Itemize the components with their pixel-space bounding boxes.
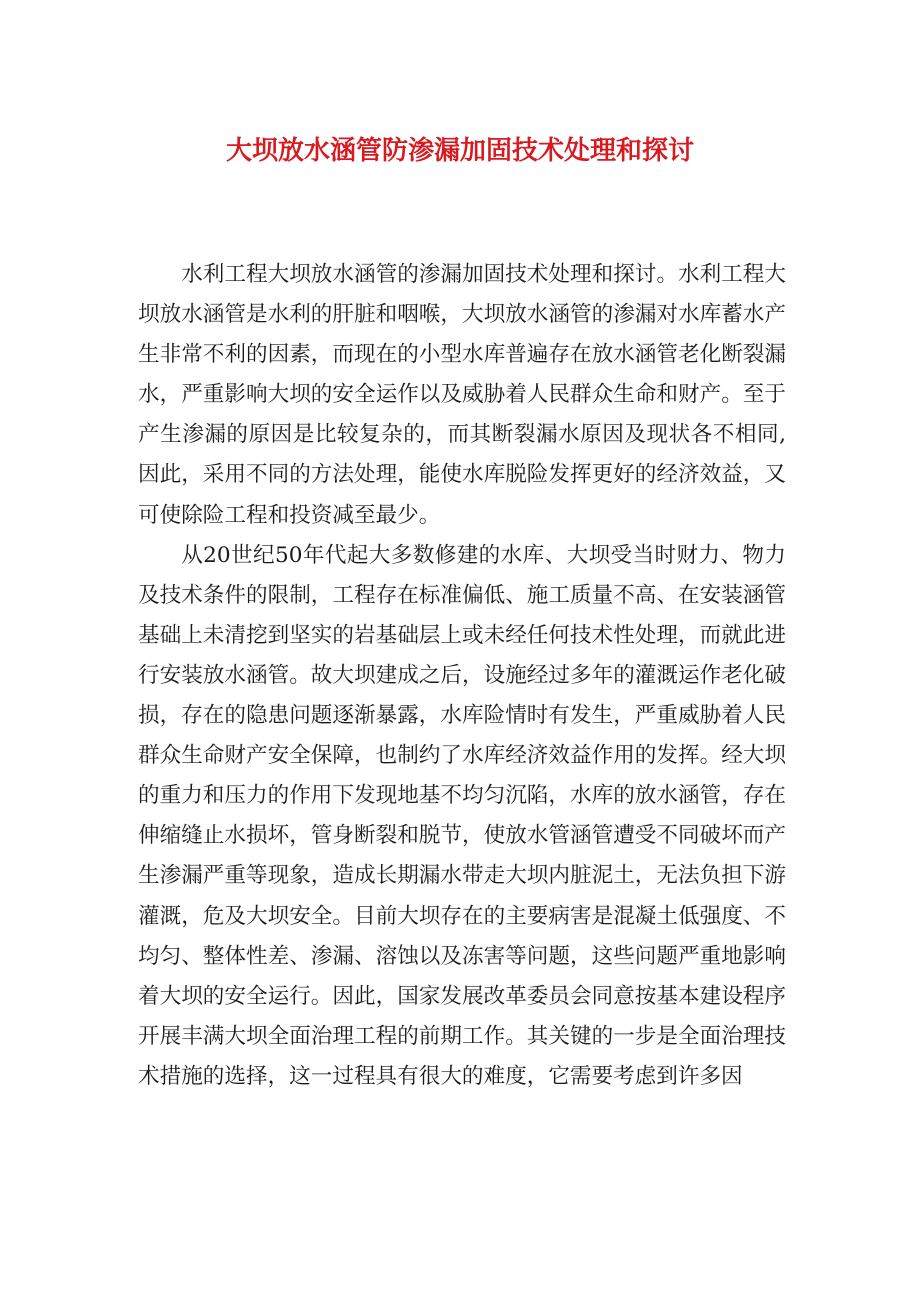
- document-title: 大坝放水涵管防渗漏加固技术处理和探讨: [225, 136, 694, 167]
- paragraph-2: 从20世纪50年代起大多数修建的水库、大坝受当时财力、物力及技术条件的限制，工程存在标准偏低、施工质量不高、在安装涵管基础上未清挖到坚实的岩基础层上或未经任何技术性处理，而就此进行安装放水涵管。故大坝建成之后，设施经过多年的灌溉运作老化破损，存在的隐患问题逐渐暴露，水库险情时有发生，严重威胁着人民群众生命财产安全保障，也制约了水库经济效益作用的发挥。经大坝的重力和压力的作用下发现地基不均匀沉陷，水库的放水涵管，存在伸缩缝止水损坏，管身断裂和脱节，使放水管涵管遭受不同破坏而产生渗漏严重等现象，造成长期漏水带走大坝内脏泥土，无法负担下游灌溉，危及大坝安全。目前大坝存在的主要病害是混凝土低强度、不均匀、整体性差、渗漏、溶蚀以及冻害等问题，这些问题严重地影响着大坝的安全运行。因此，国家发展改革委员会同意按基本建设程序开展丰满大坝全面治理工程的前期工作。其关键的一步是全面治理技术措施的选择，这一过程具有很大的难度，它需要考虑到许多因: [138, 542, 786, 1089]
- document-body: [138, 255, 786, 1097]
- paragraph-1: 水利工程大坝放水涵管的渗漏加固技术处理和探讨。水利工程大坝放水涵管是水利的肝脏和咽喉，大坝放水涵管的渗漏对水库蓄水产生非常不利的因素，而现在的小型水库普遍存在放水涵管老化断裂漏水，严重影响大坝的安全运作以及威胁着人民群众生命和财产。至于产生渗漏的原因是比较复杂的，而其断裂漏水原因及现状各不相同,因此，采用不同的方法处理，能使水库脱险发挥更好的经济效益，又可使除险工程和投资减至最少。: [138, 262, 786, 528]
